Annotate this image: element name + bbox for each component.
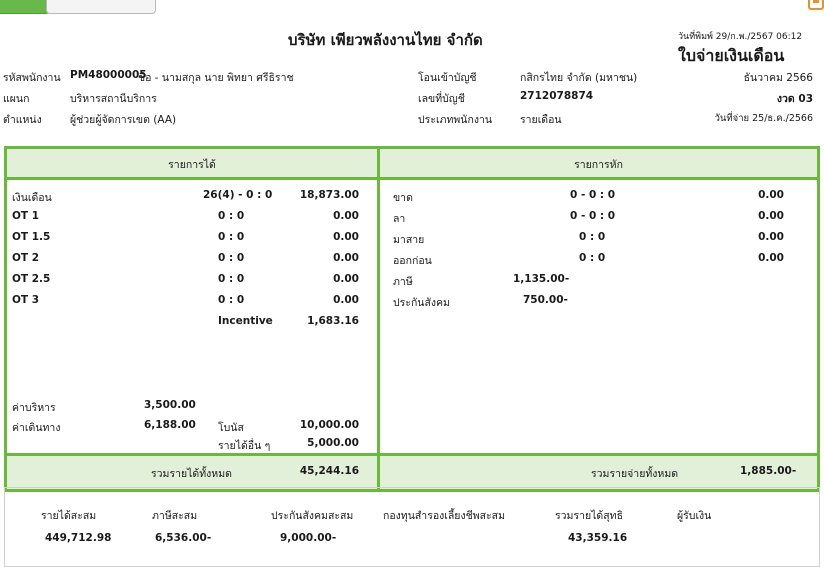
summary-value: 9,000.00- — [280, 532, 337, 544]
other-income-label: รายได้อื่น ๆ — [218, 440, 271, 452]
transfer-label: โอนเข้าบัญชี — [418, 72, 477, 84]
income-label: OT 3 — [12, 294, 40, 306]
employee-type-label: ประเภทพนักงาน — [418, 114, 493, 126]
select-button[interactable] — [46, 0, 156, 14]
summary-label: ประกันสังคมสะสม — [271, 510, 354, 522]
dept-label: แผนก — [3, 93, 30, 105]
deduction-total-label: รวมรายจ่ายทั้งหมด — [591, 468, 679, 480]
employee-id-value: PM48000005 — [70, 69, 147, 81]
income-amount: 18,873.00 — [299, 189, 359, 201]
summary-label: ภาษีสะสม — [152, 510, 198, 522]
period-month: ธันวาคม 2566 — [743, 72, 813, 84]
income-qty: 0 : 0 — [218, 273, 245, 285]
summary-value: 43,359.16 — [568, 532, 628, 544]
deduction-amount: 0.00 — [758, 252, 784, 264]
income-amount: 0.00 — [333, 252, 359, 264]
income-amount: 0.00 — [333, 273, 359, 285]
employee-id-label: รหัสพนักงาน — [3, 72, 61, 84]
summary-value: 6,536.00- — [155, 532, 212, 544]
transfer-value: กสิกรไทย จำกัด (มหาชน) — [520, 72, 638, 84]
deduction-qty: 0 : 0 — [579, 231, 606, 243]
incentive-value: 1,683.16 — [307, 315, 359, 327]
deduction-amount: 0.00 — [758, 210, 784, 222]
incentive-label: Incentive — [218, 315, 273, 327]
payslip-table — [4, 146, 820, 492]
admin-value: 3,500.00 — [144, 399, 196, 411]
deduction-total-value: 1,885.00- — [740, 465, 797, 477]
income-label: OT 1.5 — [12, 231, 51, 243]
pay-date: วันที่จ่าย 25/ธ.ค./2566 — [714, 113, 813, 124]
bonus-label: โบนัส — [218, 422, 244, 434]
income-qty: 26(4) - 0 : 0 — [203, 189, 273, 201]
sso-value: 750.00- — [523, 294, 568, 306]
deduction-qty: 0 : 0 — [579, 252, 606, 264]
dept-value: บริหารสถานีบริการ — [70, 93, 157, 105]
income-amount: 0.00 — [333, 294, 359, 306]
summary-label: กองทุนสำรองเลี้ยงชีพสะสม — [383, 510, 505, 522]
travel-label: ค่าเดินทาง — [12, 422, 61, 434]
tax-value: 1,135.00- — [513, 273, 570, 285]
deduction-qty: 0 - 0 : 0 — [570, 189, 616, 201]
income-qty: 0 : 0 — [218, 231, 245, 243]
doc-title: ใบจ่ายเงินเดือน — [678, 46, 785, 65]
period-round: งวด 03 — [776, 93, 813, 105]
deduction-qty: 0 - 0 : 0 — [570, 210, 616, 222]
deduction-amount: 0.00 — [758, 189, 784, 201]
employee-type-value: รายเดือน — [520, 114, 562, 126]
summary-label: ผู้รับเงิน — [677, 510, 712, 522]
income-label: เงินเดือน — [12, 192, 52, 204]
summary-label: รวมรายได้สุทธิ — [555, 510, 623, 522]
income-amount: 0.00 — [333, 210, 359, 222]
print-date: วันที่พิมพ์ 29/ก.พ./2567 06:12 — [678, 32, 803, 42]
deduction-amount: 0.00 — [758, 231, 784, 243]
income-label: OT 2 — [12, 252, 40, 264]
position-value: ผู้ช่วยผู้จัดการเขต (AA) — [70, 114, 177, 126]
income-qty: 0 : 0 — [218, 210, 245, 222]
summary-label: รายได้สะสม — [41, 510, 97, 522]
income-total-label: รวมรายได้ทั้งหมด — [151, 468, 232, 480]
account-label: เลขที่บัญชี — [418, 93, 465, 105]
position-label: ตำแหน่ง — [3, 114, 42, 126]
income-label: OT 2.5 — [12, 273, 51, 285]
deduction-label: ออกก่อน — [393, 255, 432, 267]
summary-panel — [4, 487, 820, 567]
company-name: บริษัท เพียวพลังงานไทย จำกัด — [288, 31, 483, 49]
income-label: OT 1 — [12, 210, 40, 222]
account-value: 2712078874 — [520, 90, 594, 102]
deduction-label: มาสาย — [393, 234, 425, 246]
other-income-value: 5,000.00 — [307, 437, 359, 449]
employee-name: ชื่อ - นามสกุล นาย พิทยา ศรีธิราช — [138, 72, 294, 84]
back-button[interactable] — [0, 0, 50, 14]
deduction-label: ขาด — [393, 192, 413, 204]
travel-value: 6,188.00 — [144, 419, 196, 431]
deduction-header: รายการหัก — [574, 159, 623, 171]
admin-label: ค่าบริหาร — [12, 402, 56, 414]
deduction-label: ลา — [393, 213, 406, 225]
income-qty: 0 : 0 — [218, 294, 245, 306]
sso-label: ประกันสังคม — [393, 297, 450, 309]
bonus-value: 10,000.00 — [299, 419, 359, 431]
income-qty: 0 : 0 — [218, 252, 245, 264]
income-total-value: 45,244.16 — [299, 465, 359, 477]
summary-value: 449,712.98 — [45, 532, 112, 544]
printer-icon[interactable] — [808, 0, 824, 10]
income-header: รายการได้ — [168, 159, 216, 171]
tax-label: ภาษี — [393, 276, 413, 288]
income-amount: 0.00 — [333, 231, 359, 243]
